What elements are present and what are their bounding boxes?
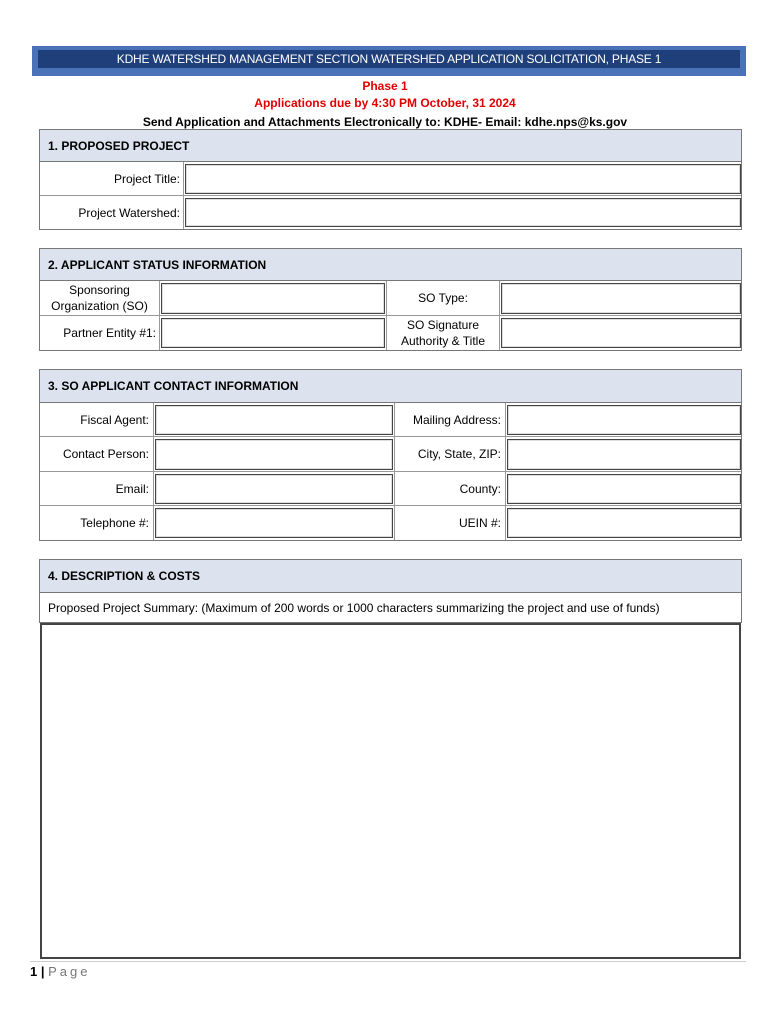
- due-date-notice: Applications due by 4:30 PM October, 31 2024: [254, 96, 516, 110]
- submission-instructions: Send Application and Attachments Electronically to: KDHE- Email: kdhe.nps@ks.gov: [142, 115, 628, 129]
- mailing-address-label: Mailing Address:: [394, 403, 506, 436]
- project-summary-label: Proposed Project Summary: (Maximum of 200 words or 1000 characters summarizing the project and use of funds): [48, 601, 660, 615]
- fiscal-agent-label: Fiscal Agent:: [40, 403, 154, 436]
- contact-person-row: [40, 437, 741, 472]
- so-type-field[interactable]: [501, 283, 741, 314]
- telephone-row: [40, 506, 741, 540]
- county-field[interactable]: [507, 474, 741, 504]
- section-title: 2. APPLICANT STATUS INFORMATION: [40, 249, 741, 281]
- project-watershed-field[interactable]: [185, 198, 741, 227]
- phase-label: Phase 1: [362, 79, 408, 93]
- page-number: 1: [30, 964, 38, 979]
- section-description-costs: [39, 559, 742, 623]
- partner-entity-row: [40, 316, 741, 350]
- sponsoring-org-label: Sponsoring Organization (SO): [40, 281, 160, 315]
- fiscal-agent-row: [40, 403, 741, 437]
- sponsoring-org-field[interactable]: [161, 283, 385, 314]
- title-banner: [32, 46, 746, 76]
- footer-divider: [30, 961, 746, 962]
- contact-person-field[interactable]: [155, 439, 393, 470]
- email-row: [40, 472, 741, 506]
- project-title-label: Project Title:: [40, 162, 184, 195]
- sponsoring-org-row: [40, 281, 741, 316]
- project-title-field[interactable]: [185, 164, 741, 194]
- fiscal-agent-field[interactable]: [155, 405, 393, 435]
- page-word: Page: [48, 964, 91, 979]
- so-signature-label: SO Signature Authority & Title: [386, 316, 500, 350]
- section-title: 1. PROPOSED PROJECT: [40, 130, 741, 162]
- project-watershed-label: Project Watershed:: [40, 196, 184, 229]
- section-proposed-project: [39, 129, 742, 230]
- city-state-zip-field[interactable]: [507, 439, 741, 470]
- project-watershed-row: [40, 196, 741, 229]
- section-title: 3. SO APPLICANT CONTACT INFORMATION: [40, 370, 741, 403]
- section-applicant-status: [39, 248, 742, 351]
- uein-label: UEIN #:: [394, 506, 506, 540]
- section-title: 4. DESCRIPTION & COSTS: [40, 560, 741, 593]
- partner-entity-label: Partner Entity #1:: [40, 316, 160, 350]
- page-separator: |: [40, 964, 45, 979]
- telephone-field[interactable]: [155, 508, 393, 538]
- mailing-address-field[interactable]: [507, 405, 741, 435]
- project-title-row: [40, 162, 741, 196]
- so-type-label: SO Type:: [386, 281, 500, 315]
- county-label: County:: [394, 472, 506, 505]
- uein-field[interactable]: [507, 508, 741, 538]
- contact-person-label: Contact Person:: [40, 437, 154, 471]
- project-summary-textarea[interactable]: [40, 623, 741, 959]
- section-contact-info: [39, 369, 742, 541]
- email-label: Email:: [40, 472, 154, 505]
- city-state-zip-label: City, State, ZIP:: [394, 437, 506, 471]
- telephone-label: Telephone #:: [40, 506, 154, 540]
- partner-entity-field[interactable]: [161, 318, 385, 348]
- page-footer: [30, 964, 91, 979]
- banner-title: KDHE WATERSHED MANAGEMENT SECTION WATERSHED APPLICATION SOLICITATION, PHASE 1: [38, 50, 740, 68]
- email-field[interactable]: [155, 474, 393, 504]
- so-signature-field[interactable]: [501, 318, 741, 348]
